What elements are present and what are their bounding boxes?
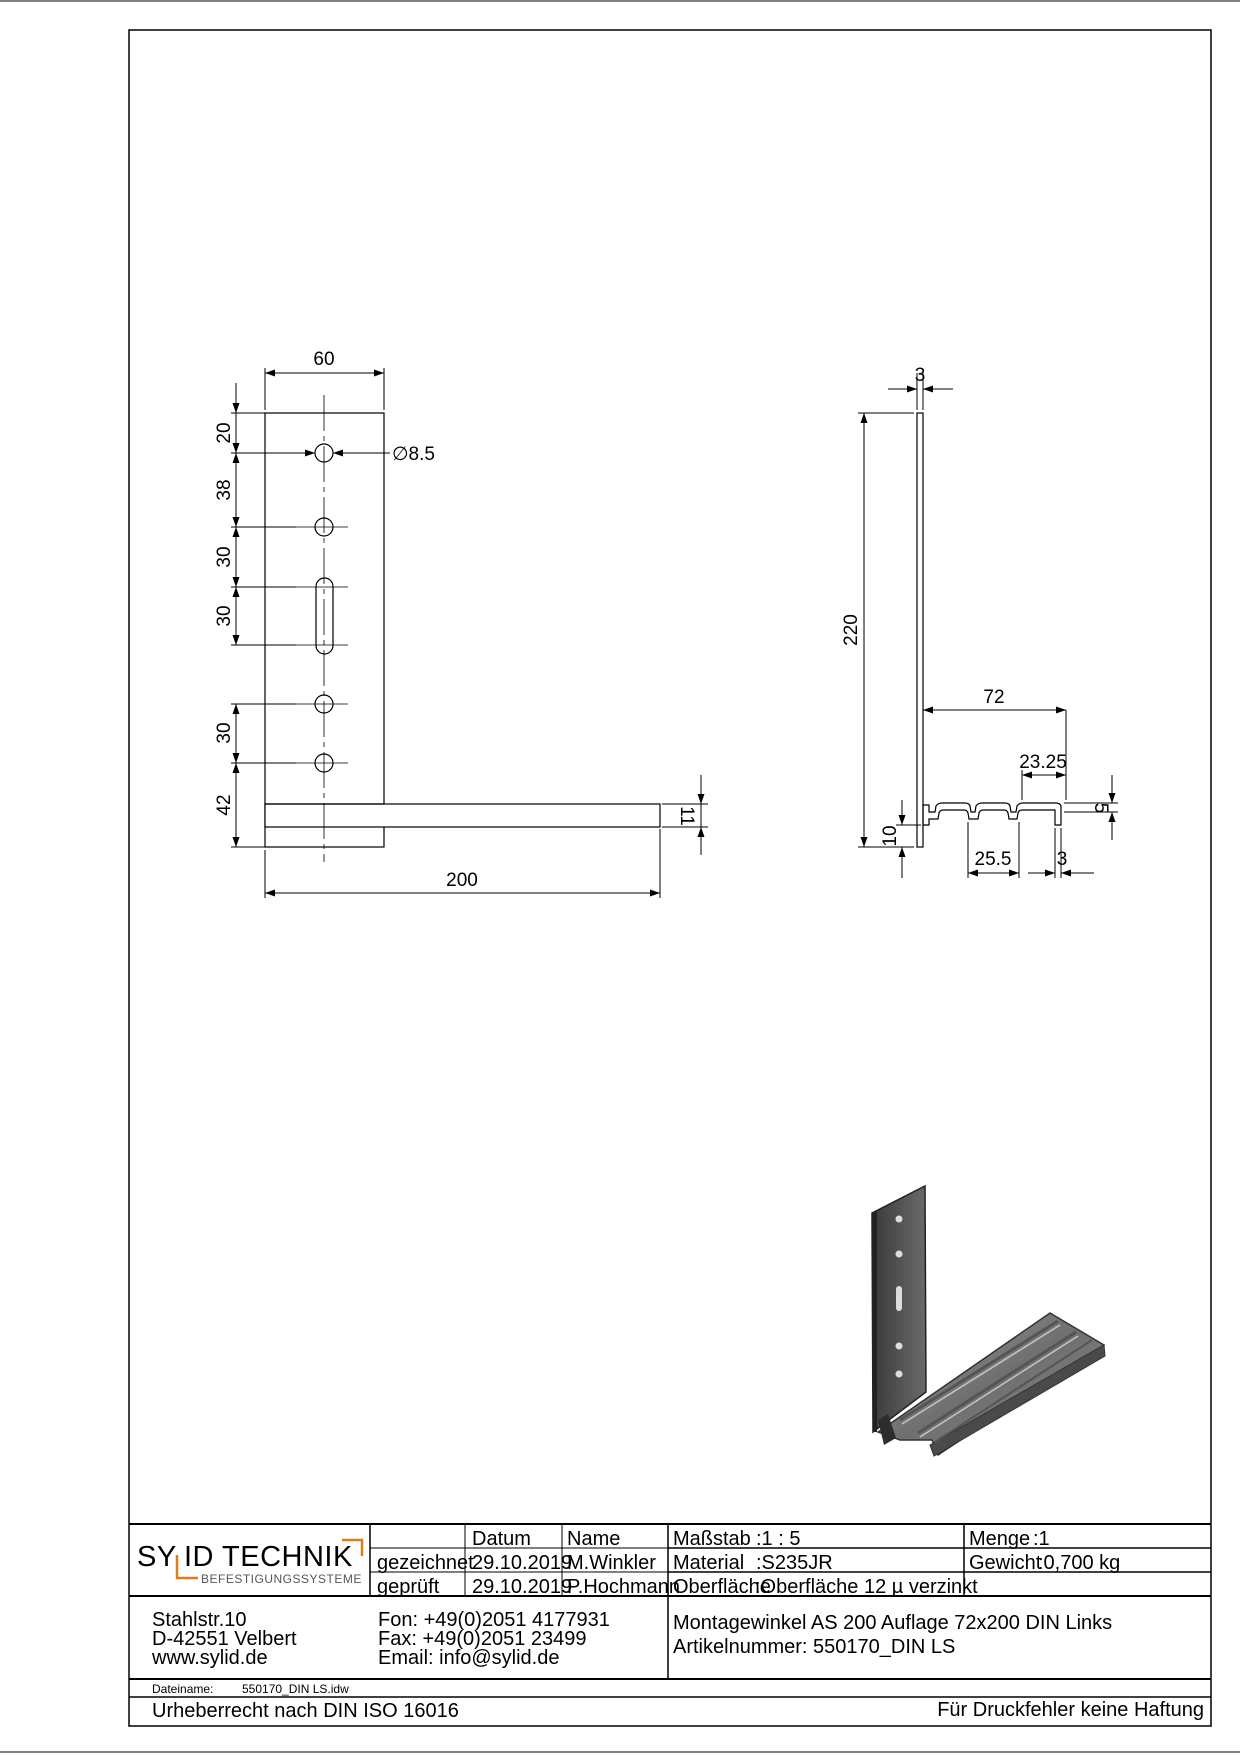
address-street: Stahlstr.10 bbox=[152, 1609, 247, 1631]
dim-foot: 10 bbox=[880, 825, 901, 847]
material-value: :S235JR bbox=[756, 1552, 833, 1574]
weight-label: Gewicht bbox=[969, 1552, 1042, 1574]
dim-sheet: 3 bbox=[914, 365, 926, 386]
dim-rib: 5 bbox=[1090, 802, 1111, 814]
dim-30b: 30 bbox=[214, 605, 235, 627]
header-name: Name bbox=[567, 1528, 621, 1550]
dim-42: 42 bbox=[214, 794, 235, 816]
dim-length: 200 bbox=[446, 870, 478, 891]
dim-thickness: 11 bbox=[676, 806, 697, 826]
dim-hole-diameter: ∅8.5 bbox=[392, 444, 435, 465]
side-view bbox=[917, 413, 1061, 847]
filename-value: 550170_DIN LS.idw bbox=[242, 1682, 349, 1696]
checked-name: P.Hochmann bbox=[567, 1576, 681, 1598]
scale-value: :1 : 5 bbox=[756, 1528, 801, 1550]
side-dimensions bbox=[858, 373, 1118, 878]
company-name-left: SY bbox=[137, 1541, 177, 1573]
material-label: Material bbox=[673, 1552, 745, 1574]
dim-height: 220 bbox=[841, 614, 862, 646]
side-plate bbox=[917, 413, 923, 847]
copyright-note: Urheberrecht nach DIN ISO 16016 bbox=[152, 1700, 459, 1722]
slot-hole bbox=[316, 578, 333, 654]
drawn-name: M.Winkler bbox=[567, 1552, 656, 1574]
drawing-frame bbox=[129, 30, 1211, 1726]
description-line2: Artikelnummer: 550170_DIN LS bbox=[673, 1636, 956, 1658]
contact-phone: Fon: +49(0)2051 4177931 bbox=[378, 1609, 610, 1631]
side-profile bbox=[923, 803, 1061, 825]
surface-label: Oberfläche bbox=[673, 1576, 771, 1598]
drawn-date: 29.10.2019 bbox=[472, 1552, 573, 1574]
header-datum: Datum bbox=[472, 1528, 531, 1550]
address-city: D-42551 Velbert bbox=[152, 1628, 297, 1650]
dim-top: 20 bbox=[214, 422, 235, 444]
address-web: www.sylid.de bbox=[152, 1647, 268, 1669]
isometric-render bbox=[872, 1186, 1105, 1456]
company-tagline: BEFESTIGUNGSSYSTEME bbox=[201, 1572, 362, 1586]
filename-label: Dateiname: bbox=[152, 1682, 214, 1696]
description-line1: Montagewinkel AS 200 Auflage 72x200 DIN Links bbox=[673, 1612, 1113, 1634]
contact-fax: Fax: +49(0)2051 23499 bbox=[378, 1628, 587, 1650]
dim-30a: 30 bbox=[214, 546, 235, 568]
front-view bbox=[265, 395, 660, 862]
dim-38: 38 bbox=[214, 479, 235, 501]
vertical-plate bbox=[265, 413, 384, 847]
dim-lip: 3 bbox=[1056, 849, 1068, 870]
scale-label: Maßstab bbox=[673, 1528, 751, 1550]
surface-value: :Oberfläche 12 µ verzinkt bbox=[755, 1576, 978, 1598]
dim-pitch: 23.25 bbox=[1019, 752, 1067, 773]
checked-label: geprüft bbox=[377, 1576, 440, 1598]
side-dimension-text bbox=[841, 365, 1111, 870]
dim-depth: 72 bbox=[983, 687, 1005, 708]
dim-width: 60 bbox=[313, 349, 335, 370]
dim-groove: 25.5 bbox=[974, 849, 1012, 870]
dim-30c: 30 bbox=[214, 722, 235, 744]
quantity-value: :1 bbox=[1033, 1528, 1050, 1550]
disclaimer-note: Für Druckfehler keine Haftung bbox=[937, 1699, 1204, 1721]
quantity-label: Menge bbox=[969, 1528, 1031, 1550]
company-name-right: ID TECHNIK bbox=[184, 1541, 353, 1573]
contact-email: Email: info@sylid.de bbox=[378, 1647, 560, 1669]
drawn-label: gezeichnet bbox=[377, 1552, 474, 1574]
checked-date: 29.10.2019 bbox=[472, 1576, 573, 1598]
weight-value: :0,700 kg bbox=[1038, 1552, 1121, 1574]
